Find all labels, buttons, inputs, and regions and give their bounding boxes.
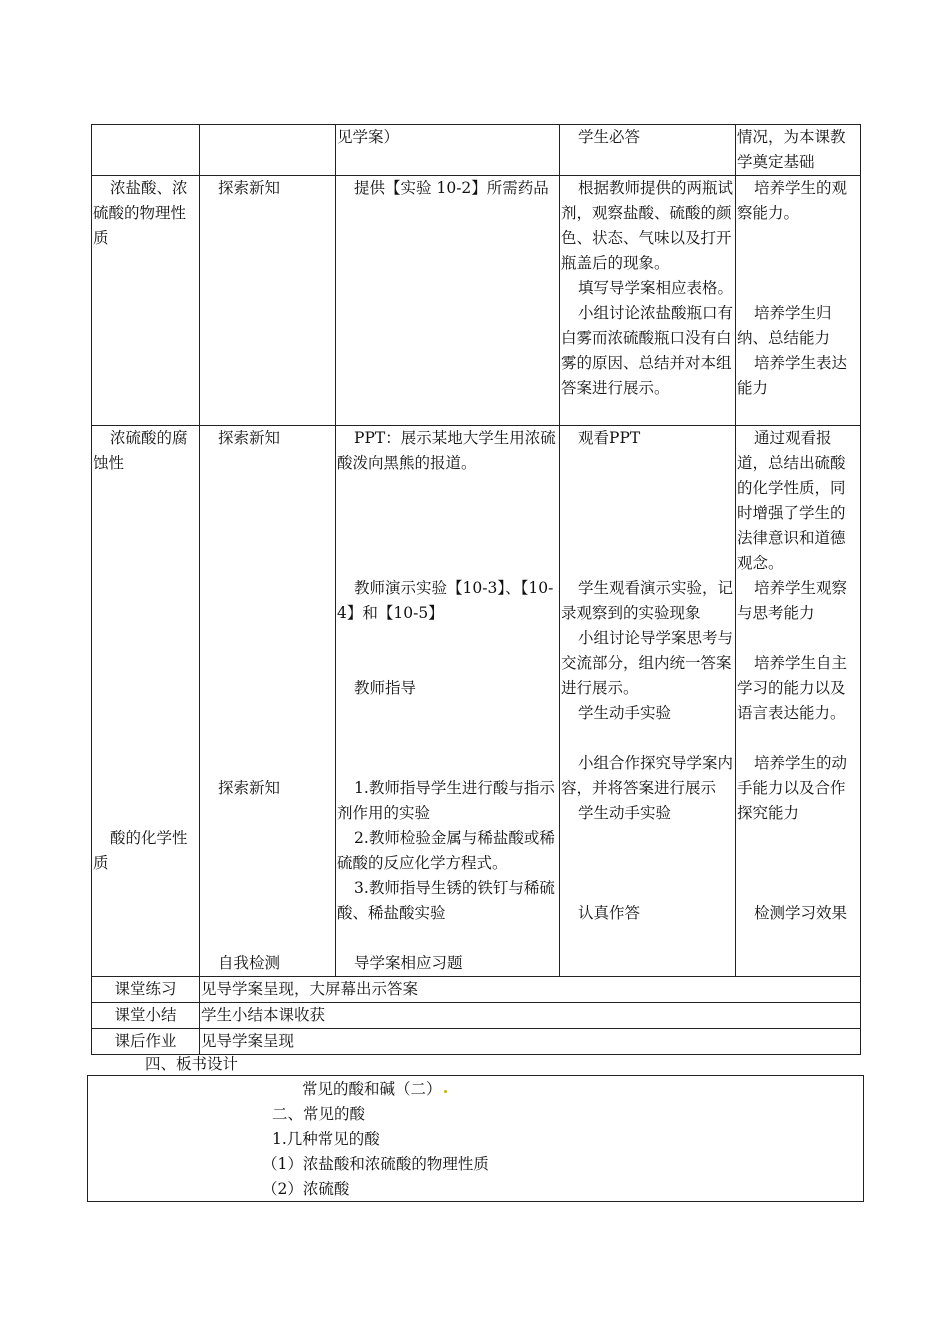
topic-cell [92,125,200,176]
design-intent-text: 培养学生自主学习的能力以及语言表达能力。 [737,654,848,722]
footer-content: 学生小结本课收获 [200,1003,861,1029]
footer-label: 课堂练习 [92,977,200,1003]
blackboard-design-box [87,1075,864,1202]
design-intent-text: 培养学生归纳、总结能力 [737,304,832,347]
teacher-activity-cell [336,176,560,426]
step-text: 探索新知 [218,429,281,447]
teacher-activity-text: 导学案相应习题 [354,954,463,972]
design-intent-text: 培养学生表达能力 [737,354,848,397]
student-activity-cell [560,426,736,977]
table-row [92,176,861,426]
design-intent-text: 检测学习效果 [754,904,848,922]
table-row [92,426,861,977]
table-row [92,1029,861,1055]
student-activity-text: 小组讨论浓盐酸瓶口有白雾而浓硫酸瓶口没有白雾的原因、总结并对本组答案进行展示。 [561,304,734,397]
design-intent-cell [736,426,861,977]
step-text: 探索新知 [218,179,281,197]
lesson-plan-table [91,124,861,1055]
teacher-activity-text: 教师指导 [354,679,417,697]
student-activity-text: 学生观看演示实验，记录观察到的实验现象 [561,579,734,622]
topic-text: 浓硫酸的腐蚀性 [93,429,188,472]
step-cell [200,125,336,176]
design-intent-text: 通过观看报道，总结出硫酸的化学性质，同时增强了学生的法律意识和道德观念。 [737,429,846,572]
student-activity-text: 根据教师提供的两瓶试剂，观察盐酸、硫酸的颜色、状态、气味以及打开瓶盖后的现象。 [561,179,734,272]
student-activity-cell [560,125,736,176]
teacher-activity-text: 提供【实验 10-2】所需药品 [354,179,549,197]
student-activity-text: 观看PPT [578,429,641,447]
footer-content: 见导学案呈现 [200,1029,861,1055]
step-text: 探索新知 [218,779,281,797]
teacher-activity-text: 3.教师指导生锈的铁钉与稀硫酸、稀盐酸实验 [337,879,555,922]
step-cell [200,426,336,977]
footer-label: 课堂小结 [92,1003,200,1029]
design-intent-text: 培养学生的动手能力以及合作探究能力 [737,754,848,822]
board-line: （1）浓盐酸和浓硫酸的物理性质 [262,1155,489,1173]
board-line: 1.几种常见的酸 [272,1130,380,1148]
design-intent-text: 情况，为本课教学奠定基础 [737,128,846,171]
teacher-activity-cell [336,125,560,176]
student-activity-text: 学生动手实验 [578,704,672,722]
teacher-activity-text: PPT：展示某地大学生用浓硫酸泼向黑熊的报道。 [337,429,556,472]
student-activity-text: 学生必答 [578,128,641,146]
student-activity-cell [560,176,736,426]
board-line: 二、常见的酸 [272,1105,366,1123]
teacher-activity-text: 2.教师检验金属与稀盐酸或稀硫酸的反应化学方程式。 [337,829,555,872]
design-intent-text: 培养学生的观察能力。 [737,179,848,222]
marker-dot-icon [444,1090,447,1093]
footer-content: 见导学案呈现，大屏幕出示答案 [200,977,861,1003]
table-row [92,1003,861,1029]
topic-cell [92,426,200,977]
table-row [92,125,861,176]
board-title [302,1077,447,1102]
step-text: 自我检测 [218,954,281,972]
teacher-activity-cell [336,426,560,977]
teacher-activity-text: 1.教师指导学生进行酸与指示剂作用的实验 [337,779,555,822]
student-activity-text: 填写导学案相应表格。 [578,279,734,297]
student-activity-text: 小组合作探究导学案内容，并将答案进行展示 [561,754,734,797]
student-activity-text: 认真作答 [578,904,641,922]
board-title-text: 常见的酸和碱（二） [302,1080,442,1098]
topic-text: 浓盐酸、浓硫酸的物理性质 [93,179,188,247]
step-cell [200,176,336,426]
board-line: （2）浓硫酸 [262,1180,350,1198]
design-intent-cell [736,176,861,426]
section-title: 四、板书设计 [145,1055,239,1073]
topic-cell [92,176,200,426]
student-activity-text: 学生动手实验 [578,804,672,822]
student-activity-text: 小组讨论导学案思考与交流部分，组内统一答案进行展示。 [561,629,734,697]
design-intent-cell [736,125,861,176]
teacher-activity-text: 见学案） [337,128,400,146]
table-row [92,977,861,1003]
teacher-activity-text: 教师演示实验【10-3】、【10-4】和【10-5】 [337,579,554,622]
topic-text: 酸的化学性质 [93,829,188,872]
design-intent-text: 培养学生观察与思考能力 [737,579,848,622]
footer-label: 课后作业 [92,1029,200,1055]
